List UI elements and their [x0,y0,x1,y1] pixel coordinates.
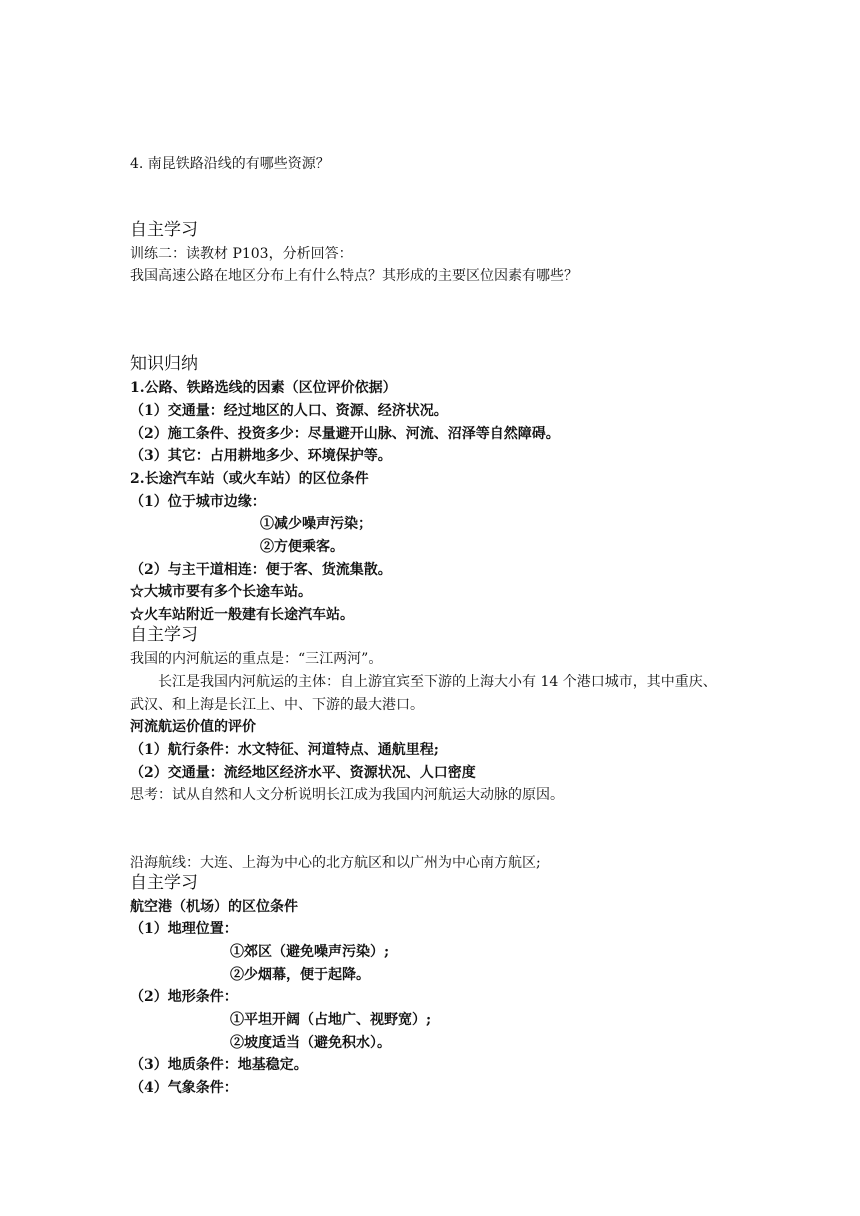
section-heading-self-study-1: 自主学习 [130,220,198,240]
section-heading-summary: 知识归纳 [130,354,198,374]
summary-topic-2-item-2: （2）与主干道相连：便于客、货流集散。 [130,562,392,578]
airport-item-2b: ②坡度适当（避免积水）。 [230,1035,391,1051]
airport-item-1: （1）地理位置： [130,921,238,937]
yangtze-paragraph: 长江是我国内河航运的主体：自上游宜宾至下游的上海大小有 14 个港口城市，其中重庆、武汉、和上海是长江上、中、下游的最大港口。 [130,674,717,713]
summary-star-note-2: ☆火车站附近一般建有长途汽车站。 [130,607,354,623]
training-prompt: 训练二：读教材 P103，分析回答： [130,246,353,262]
summary-topic-1-item-1: （1）交通量：经过地区的人口、资源、经济状况。 [130,403,448,419]
airport-item-1b: ②少烟幕，便于起降。 [230,967,370,983]
airport-item-2: （2）地形条件： [130,989,238,1005]
summary-topic-2-item-1: （1）位于城市边缘： [130,494,266,510]
summary-topic-1-item-3: （3）其它：占用耕地多少、环境保护等。 [130,448,392,464]
summary-topic-2-item-1b: ②方便乘客。 [260,539,344,555]
summary-topic-2-item-1a: ①减少噪声污染； [260,516,372,532]
section-heading-self-study-2: 自主学习 [130,625,198,645]
airport-item-4: （4）气象条件： [130,1080,238,1096]
training-question: 我国高速公路在地区分布上有什么特点？其形成的主要区位因素有哪些？ [130,268,578,284]
airport-item-2a: ①平坦开阔（占地广、视野宽）; [230,1012,432,1028]
question-4: 4. 南昆铁路沿线的有哪些资源？ [130,156,330,172]
airport-item-3: （3）地质条件：地基稳定。 [130,1057,308,1073]
river-evaluation-title: 河流航运价值的评价 [130,719,256,735]
summary-star-note-1: ☆大城市要有多个长途车站。 [130,584,312,600]
summary-topic-1: 1.公路、铁路选线的因素（区位评价依据） [130,380,397,396]
airport-item-1a: ①郊区（避免噪声污染）; [230,944,390,960]
summary-topic-2: 2.长途汽车站（或火车站）的区位条件 [130,471,369,487]
coastal-routes: 沿海航线：大连、上海为中心的北方航区和以广州为中心南方航区; [130,855,541,871]
inland-shipping-focus: 我国的内河航运的重点是：“三江两河”。 [130,651,383,667]
river-evaluation-item-1: （1）航行条件：水文特征、河道特点、通航里程; [130,742,439,758]
summary-topic-1-item-2: （2）施工条件、投资多少：尽量避开山脉、河流、沼泽等自然障碍。 [130,426,560,442]
river-evaluation-item-2: （2）交通量：流经地区经济水平、资源状况、人口密度 [130,765,476,781]
airport-title: 航空港（机场）的区位条件 [130,899,298,915]
section-heading-self-study-3: 自主学习 [130,873,198,893]
think-question: 思考：试从自然和人文分析说明长江成为我国内河航运大动脉的原因。 [130,787,564,803]
